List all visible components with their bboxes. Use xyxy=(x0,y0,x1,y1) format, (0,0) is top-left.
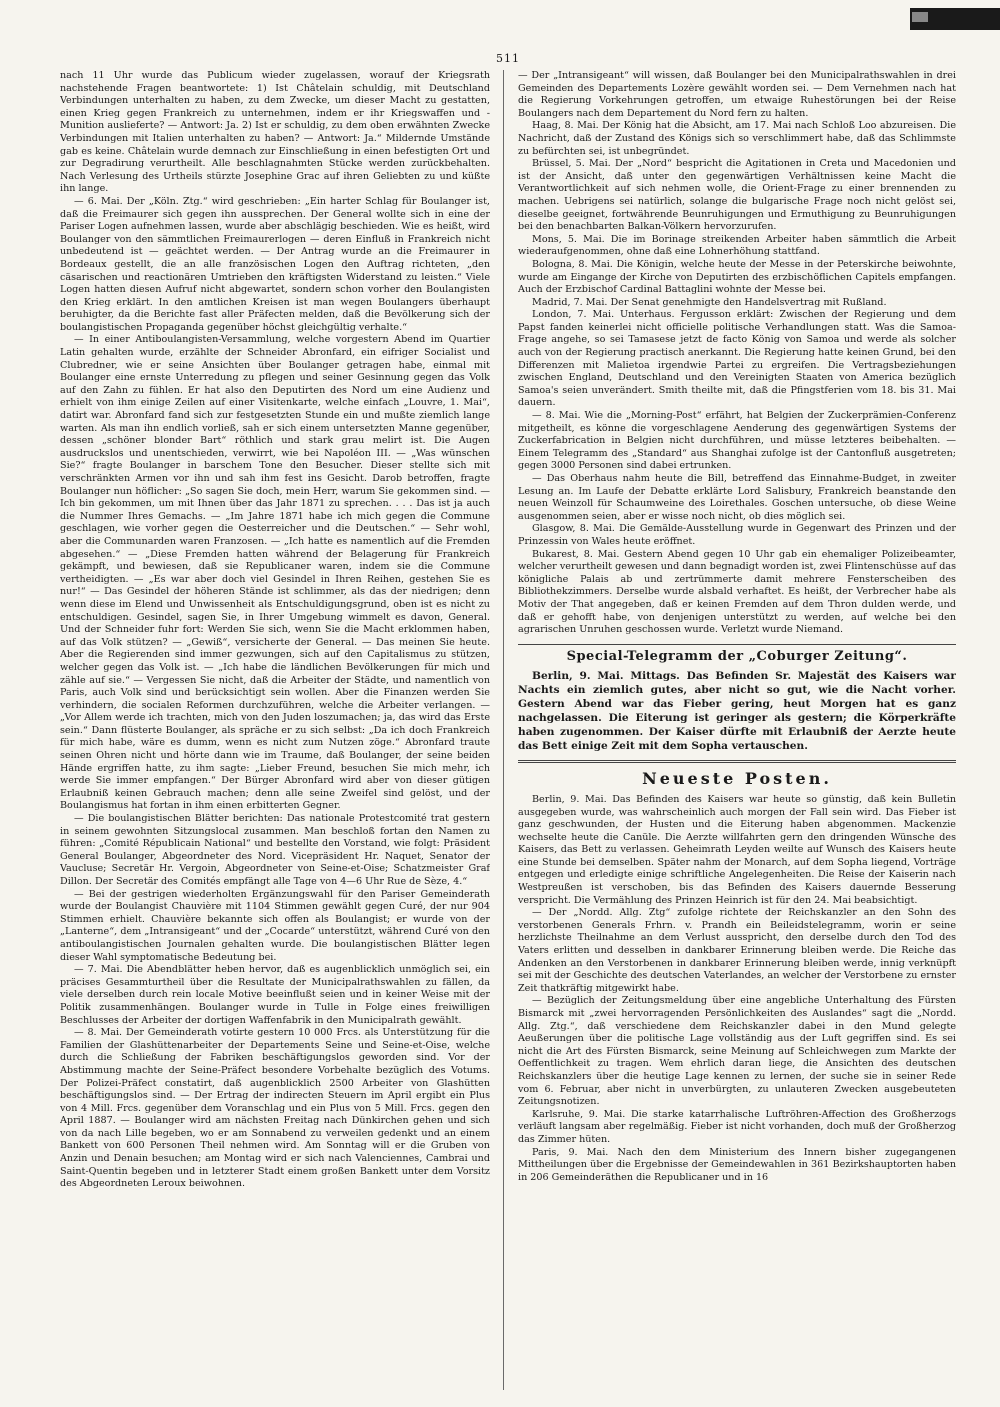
news-heading: Neueste Posten. xyxy=(642,769,832,789)
scan-corner-tab xyxy=(912,12,928,22)
news-paragraph: Berlin, 9. Mai. Das Befinden des Kaisers war heute so günstig, daß kein Bulletin ausgegeben wurde, was wahrscheinlich auch morgen der Fall sein wird. Das Fieber ist ganz geschwunden, der Husten und die Eiterung haben abgenommen. Mackenzie wechselte heute die Canüle. Die Aerzte willfahrten gern den dringenden Wünsche des Kaisers, das Bett zu verlassen. Geheimrath Leyden weilte auf Wunsch des Kaisers heute eine Stunde bei demselben. Später nahm der Monarch, auf dem Sopha liegend, Vorträge entgegen und erledigte einige schriftliche Angelegenheiten. Die Reise der Kaiserin nach Westpreußen ist verschoben, bis das Befinden des Kaisers dauernde Besserung verspricht. Die Vermählung des Prinzen Heinrich ist für den 24. Mai beabsichtigt. xyxy=(518,793,956,906)
article-paragraph: London, 7. Mai. Unterhaus. Fergusson erklärt: Zwischen der Regierung und dem Papst fanden keinerlei nicht officielle politische Verhandlungen statt. Was die Samoa-Frage angehe, so sei Tamasese jetzt de facto König von Samoa und werde als solcher auch von der Regierung practisch anerkannt. Die Regierung hatte keinen Grund, bei den Differenzen mit Malietoa irgendwie Partei zu ergreifen. Die Vertragsbeziehungen zwischen England, Deutschland und den Vereinigten Staaten von America bezüglich Samoa's seien unverändert. Smith theilte mit, daß die Pfingstferien vom 18. bis 31. Mai dauern. xyxy=(518,309,956,409)
news-paragraph: — Bezüglich der Zeitungsmeldung über eine angebliche Unterhaltung des Fürsten Bismarck mit „zwei hervorragenden Persönlichkeiten des Auslandes“ sagt die „Nordd. Allg. Ztg.“, daß verschiedene dem Reichskanzler dabei in den Mund gelegte Aeußerungen über die politische Lage vollständig aus der Luft gegriffen sind. Es sei nicht die Art des Fürsten Bismarck, seine Meinung auf Schleichwegen zum Markte der Oeffentlichkeit zu tragen. Wem ehrlich daran liege, die Ansichten des deutschen Reichskanzlers über die heutige Lage kennen zu lernen, der suche sie in seiner Rede vom 6. Februar, aber nicht in unverbürgten, zu unlauteren Zwecken ausgebeuteten Zeitungsnotizen. xyxy=(518,995,956,1108)
article-paragraph: — Der „Intransigeant“ will wissen, daß Boulanger bei den Municipalrathswahlen in drei Gemeinden des Departements Lozère gewählt worden sei. — Dem Vernehmen nach hat die Regierung Vorkehrungen getroffen, um etwaige Ruhestörungen bei der Reise Boulangers nach dem Departement du Nord fern zu halten. xyxy=(518,70,956,119)
article-paragraph: — Das Oberhaus nahm heute die Bill, betreffend das Einnahme-Budget, in zweiter Lesung an. Im Laufe der Debatte erklärte Lord Salisbury, Frankreich beanstande den neuen Weinzoll für Schaumweine des Loirethales. Goschen untersuche, ob diese Weine ausgenommen seien, aber er wisse noch nicht, ob dies möglich sei. xyxy=(518,473,956,522)
article-paragraph: Bologna, 8. Mai. Die Königin, welche heute der Messe in der Peterskirche beiwohnte, wurde am Eingange der Kirche von Deputirten des erzbischöflichen Capitels empfangen. Auch der Erzbischof Cardinal Battaglini wohnte der Messe bei. xyxy=(518,258,956,296)
article-paragraph: nach 11 Uhr wurde das Publicum wieder zugelassen, worauf der Kriegsrath nachstehende Fragen beantwortete: 1) Ist Châtelain schuldig, mit Deutschland Verbindungen unterhalten zu haben, zu dem Zwecke, um dieser Macht zu gestatten, einen Krieg gegen Frankreich zu unternehmen, indem er ihr Kriegswaffen und -Munition auslieferte? — Antwort: Ja. 2) Ist er schuldig, zu dem oben erwähnten Zwecke Verbindungen mit Italien unterhalten zu haben? — Antwort: Ja.“ Mildernde Umstände gab es keine. Châtelain wurde demnach zur Einschließung in einen befestigten Ort und zur Degradirung verurtheilt. Alle beschlagnahmten Stücke werden zurückbehalten. Nach Verlesung des Urtheils stürzte Josephine Grac auf ihren Geliebten zu und küßte ihn lange. xyxy=(60,70,490,195)
article-paragraph: Glasgow, 8. Mai. Die Gemälde-Ausstellung wurde in Gegenwart des Prinzen und der Prinzessin von Wales heute eröffnet. xyxy=(518,523,956,547)
article-paragraph: Bukarest, 8. Mai. Gestern Abend gegen 10 Uhr gab ein ehemaliger Polizeibeamter, welcher verurtheilt gewesen und dann begnadigt worden ist, zwei Flintenschüsse auf das königliche Palais ab und zertrümmerte damit mehrere Fensterscheiben des Bibliothekzimmers. Derselbe wurde alsbald verhaftet. Es heißt, der Verbrecher habe als Motiv der That angegeben, daß er keinen Fremden auf dem Thron dulden werde, und daß er gehofft habe, von denjenigen unterstützt zu werden, auf welche bei den agrarischen Unruhen geschossen wurde. Verletzt wurde Niemand. xyxy=(518,548,956,636)
article-paragraph: Haag, 8. Mai. Der König hat die Absicht, am 17. Mai nach Schloß Loo abzureisen. Die Nachricht, daß der Zustand des Königs sich so verschlimmert habe, daß das Schlimmste zu befürchten sei, ist unbegründet. xyxy=(518,120,956,157)
article-paragraph: — 8. Mai. Der Gemeinderath votirte gestern 10 000 Frcs. als Unterstützung für die Familien der Glashüttenarbeiter der Departements Seine und Seine-et-Oise, welche durch die Schließung der Fabriken beschäftigungslos geworden sind. Vor der Abstimmung machte der Seine-Präfect besondere Vorbehalte bezüglich des Votums. Der Polizei-Präfect constatirt, daß augenblicklich 2500 Arbeiter von Glashütten beschäftigungslos sind. — Der Ertrag der indirecten Steuern im April ergibt ein Plus von 4 Mill. Frcs. gegenüber dem Voranschlag und ein Plus von 5 Mill. Frcs. gegen den April 1887. — Boulanger wird am nächsten Freitag nach Dünkirchen gehen und sich von da nach Lille begeben, wo er am Sonnabend zu verweilen gedenkt und an einem Bankett von 600 Personen Theil nehmen wird. Am Sonntag will er die Gruben von Anzin und Denain besuchen; am Montag wird er sich nach Valenciennes, Cambrai und Saint-Quentin begeben und in letzterer Stadt einem großen Bankett unter dem Vorsitz des Abgeordneten Leroux beiwohnen. xyxy=(60,1027,490,1190)
article-paragraph: — 6. Mai. Der „Köln. Ztg.“ wird geschrieben: „Ein harter Schlag für Boulanger ist, daß die Freimaurer sich gegen ihn aussprechen. Der General wollte sich in eine der Pariser Logen aufnehmen lassen, wurde aber abschlägig beschieden. Wie es heißt, wird Boulanger von den sämmtlichen Freimaurerlogen — deren Einfluß in Frankreich nicht unbedeutend ist — geächtet werden. — Der Antrag wurde an die Freimaurer in Bordeaux gestellt, die an alle französischen Logen den Auftrag richteten, „den cäsarischen und reactionären Umtrieben den kräftigsten Widerstand zu leisten.“ Viele Logen hatten diesen Aufruf nicht abgewartet, sondern schon vorher den Boulangisten den Krieg erklärt. In den amtlichen Kreisen ist man wegen Boulangers überhaupt beruhigter, da die Berichte fast aller Präfecten melden, daß die Bevölkerung sich der boulangistischen Propaganda gegenüber höchst gleichgültig verhalte.“ xyxy=(60,195,490,333)
article-paragraph: — 8. Mai. Wie die „Morning-Post“ erfährt, hat Belgien der Zuckerprämien-Conferenz mitgetheilt, es könne die vorgeschlagene Aenderung des gegenwärtigen Systems der Zuckerfabrication in Belgien nicht durchführen, und müsse letzteres beibehalten. — Einem Telegramm des „Standard“ aus Shanghai zufolge ist der Cantonfluß ausgetreten; gegen 3000 Personen sind dabei ertrunken. xyxy=(518,410,956,472)
article-paragraph: Brüssel, 5. Mai. Der „Nord“ bespricht die Agitationen in Creta und Macedonien und ist der Ansicht, daß unter den gegenwärtigen Verhältnissen keine Macht die Verantwortlichkeit auf sich nehmen wolle, die Orient-Frage zu einer brennenden zu machen. Uebrigens sei natürlich, solange die bulgarische Frage noch nicht gelöst sei, dieselbe geeignet, fortwährende Beunruhigungen und Ermuthigung zu Beunruhigungen bei den benachbarten Balkan-Völkern hervorzurufen. xyxy=(518,158,956,233)
section-rule xyxy=(518,644,956,645)
page-number: 511 xyxy=(496,52,520,65)
column-divider xyxy=(503,70,504,1390)
article-paragraph: — 7. Mai. Die Abendblätter heben hervor, daß es augenblicklich unmöglich sei, ein präcises Gesammturtheil über die Resultate der Municipalrathswahlen zu fällen, da viele derselben durch rein locale Motive beeinflußt seien und in keiner Weise mit der Politik zusammenhängen. Boulanger wurde in Tulle in Folge eines freiwilligen Beschlusses der Arbeiter der dortigen Waffenfabrik in den Municipalrath gewählt. xyxy=(60,964,490,1026)
article-paragraph: Mons, 5. Mai. Die im Borinage streikenden Arbeiter haben sämmtlich die Arbeit wiederaufgenommen, ohne daß eine Lohnerhöhung stattfand. xyxy=(518,233,956,258)
news-paragraph: Paris, 9. Mai. Nach den dem Ministerium des Innern bisher zugegangenen Mittheilungen über die Ergebnisse der Gemeindewahlen in 361 Bezirkshauptorten haben in 206 Gemeinderäthen die Republicaner und in 16 xyxy=(518,1146,956,1183)
article-paragraph: — In einer Antiboulangisten-Versammlung, welche vorgestern Abend im Quartier Latin gehalten wurde, erzählte der Schneider Abronfard, ein eifriger Socialist und Clubredner, wie er seine Ansichten über Boulanger getragen habe, einmal mit Boulanger eine ernste Unterredung zu pflegen und seiner Gesinnung gegen das Volk auf den Zahn zu fühlen. Er hat also den Deputirten des Nord um eine Audienz und erhielt von ihm einige Zeilen auf einer Visitenkarte, welche einfach „Louvre, 1. Mai“, datirt war. Abronfard fand sich zur festgesetzten Stunde ein und mußte ziemlich lange warten. Als man ihn endlich vorließ, sah er sich einem untersetzten Manne gegenüber, dessen „schöner blonder Bart“ röthlich und stark grau melirt ist. Die Augen ausdruckslos und unentschieden, verwirrt, wie bei Napoléon III. — „Was wünschen Sie?“ fragte Boulanger in barschem Tone den Besucher. Dieser stellte sich mit verschränkten Armen vor ihn und sah ihm fest ins Gesicht. Darob betroffen, fragte Boulanger nun höflicher: „So sagen Sie doch, mein Herr, warum Sie gekommen sind. — Ich bin gekommen, um mit Ihnen über das Jahr 1871 zu sprechen. . . . Das ist ja auch die Nummer Ihres Gemachs. — „Im Jahre 1871 habe ich mich gegen die Commune geschlagen, wie vorher gegen die Oesterreicher und die Deutschen.“ — Sehr wohl, aber die Communarden waren Franzosen. — „Ich hatte es namentlich auf die Fremden abgesehen.“ — „Diese Fremden hatten während der Belagerung für Frankreich gekämpft, und bewiesen, daß sie Republicaner waren, indem sie die Commune vertheidigten. — „Es war aber doch viel Gesindel in Ihren Reihen, gestehen Sie es nur!“ — Das Gesindel der höheren Stände ist schlimmer, als das der niedrigen; denn wenn diese im Elend und Unwissenheit als Entschuldigungsgrund, oben ist es nicht zu entschuldigen. Gesindel, sagen Sie, in Ihrer Umgebung wimmelt es davon, General. Und der Schneider fuhr fort: Werden Sie sich, wenn Sie die Macht erklommen haben, auf das Volk stützen? — „Gewiß“, versicherte der General. — Das meinen Sie heute. Aber die Regierenden sind immer gezwungen, sich auf den Capitalismus zu stützen, welcher gegen das Volk ist. — „Ich habe die ländlichen Bevölkerungen für mich und zähle auf sie.“ — Vergessen Sie nicht, daß die Arbeiter der Städte, und namentlich von Paris, auch Volk sind und berücksichtigt sein wollen. Aber die Finanzen werden Sie verhindern, die socialen Reformen durchzuführen, welche die Arbeiter verlangen. — „Vor Allem werde ich trachten, mich von den Juden loszumachen; ja, das wird das Erste sein.“ Dann flüsterte Boulanger, als spräche er zu sich selbst: „Da ich doch Frankreich für mich habe, wäre es dumm, wenn es nicht zum Nutzen zöge.“ Abronfard traute seinen Ohren nicht und hörte dann wie im Traume, daß Boulanger, der seine beiden Hände ergriffen hatte, zu ihm sagte: „Lieber Freund, besuchen Sie mich mehr, ich werde Sie immer empfangen.“ Der Bürger Abronfard wird aber von dieser gütigen Erlaubniß keinen Gebrauch machen; denn alle seine Zweifel sind gelöst, und der Boulangismus hat fortan in ihm einen erbitterten Gegner. xyxy=(60,334,490,812)
section-rule xyxy=(518,760,956,763)
telegram-text: Berlin, 9. Mai. Mittags. Das Befinden Sr. Majestät des Kaisers war Nachts ein ziemlich gutes, aber nicht so gut, wie die Nacht vorher. Gestern Abend war das Fieber gering, heut Morgen hat es ganz nachgelassen. Die Eiterung ist geringer als gestern; die Körperkräfte haben zugenommen. Der Kaiser dürfte mit Erlaubniß der Aerzte heute das Bett einige Zeit mit dem Sopha vertauschen. xyxy=(518,670,956,753)
news-paragraph: Karlsruhe, 9. Mai. Die starke katarrhalische Luftröhren-Affection des Großherzogs verläuft langsam aber regelmäßig. Fieber ist nicht vorhanden, doch muß der Großherzog das Zimmer hüten. xyxy=(518,1108,956,1145)
telegram-heading: Special-Telegramm der „Coburger Zeitung“. xyxy=(566,648,908,664)
right-column xyxy=(518,70,956,1400)
left-column xyxy=(60,70,490,1400)
article-paragraph: Madrid, 7. Mai. Der Senat genehmigte den Handelsvertrag mit Rußland. xyxy=(532,296,887,308)
article-paragraph: — Bei der gestrigen wiederholten Ergänzungswahl für den Pariser Gemeinderath wurde der Boulangist Chauvière mit 1104 Stimmen gewählt gegen Curé, der nur 904 Stimmen erhielt. Chauvière bekannte sich offen als Boulangist; er wurde von der „Lanterne“, dem „Intransigeant“ und der „Cocarde“ unterstützt, während Curé von den antiboulangistischen Journalen gehalten wurde. Die boulangistischen Blätter legen dieser Wahl symptomatische Bedeutung bei. xyxy=(60,888,490,963)
article-paragraph: — Die boulangistischen Blätter berichten: Das nationale Protestcomité trat gestern in seinem gewohnten Sitzungslocal zusammen. Man beschloß fortan den Namen zu führen: „Comité Républicain National“ und bestellte den Vorstand, wie folgt: Präsident General Boulanger, Abgeordneter des Nord. Vicepräsident Hr. Naquet, Senator der Vaucluse; Secretär Hr. Vergoin, Abgeordneter von Seine-et-Oise; Schatzmeister Graf Dillon. Der Secretär des Comités empfängt alle Tage von 4—6 Uhr Rue de Sèze, 4.“ xyxy=(60,813,490,887)
news-paragraph: — Der „Nordd. Allg. Ztg“ zufolge richtete der Reichskanzler an den Sohn des verstorbenen Generals Frhrn. v. Prandh ein Beileidstelegramm, worin er seine herzlichste Theilnahme an dem Verlust ausspricht, den derselbe durch den Tod des Vaters erlitten und desselben in dankbarer Erinnerung bleiben werde. Die Reiche das Andenken an den Verstorbenen in dankbarer Erinnerung bleiben werde, innig verknüpft sei mit der Geschichte des deutschen Vaterlandes, an welcher der Verstorbene zu ernster Zeit thatkräftig mitgewirkt habe. xyxy=(518,907,956,994)
